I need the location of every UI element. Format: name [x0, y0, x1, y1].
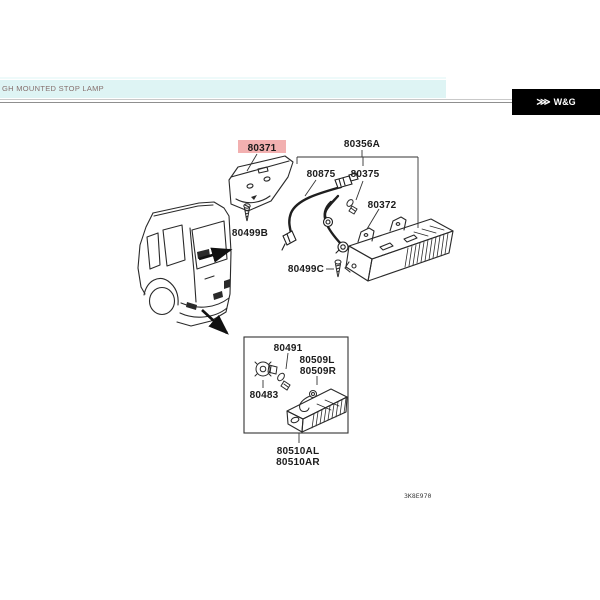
part-label-80372[interactable]: 80372 — [367, 200, 397, 211]
page-title: GH MOUNTED STOP LAMP — [0, 80, 446, 98]
bulb-80491-drawing — [276, 372, 290, 390]
stop-lamp-unit-drawing — [345, 217, 453, 281]
part-label-80509l[interactable]: 80509L — [299, 355, 335, 366]
drawing-code: 3K8E970 — [404, 492, 432, 500]
part-label-80491[interactable]: 80491 — [273, 343, 303, 354]
part-label-80510ar[interactable]: 80510AR — [276, 457, 320, 468]
marker-lamp-unit-drawing — [287, 389, 347, 432]
part-label-80375[interactable]: 80375 — [350, 169, 380, 180]
part-label-80510al[interactable]: 80510AL — [276, 446, 320, 457]
part-label-80371[interactable]: 80371 — [247, 143, 277, 154]
marker-lens-hatching — [312, 398, 346, 428]
brand-logo-chevrons-icon: ⋙ — [536, 96, 550, 108]
bulb-80375-drawing — [346, 198, 357, 214]
stop-lamp-cover-drawing — [229, 156, 293, 211]
part-label-80483[interactable]: 80483 — [249, 390, 279, 401]
screw-80499c-drawing — [335, 260, 341, 277]
part-label-80509r[interactable]: 80509R — [299, 366, 337, 377]
part-label-80356a[interactable]: 80356A — [343, 139, 381, 150]
car-rear-illustration — [138, 202, 231, 326]
socket-80483-drawing — [255, 362, 277, 376]
wiring-harness-drawing — [282, 173, 358, 253]
part-label-80875[interactable]: 80875 — [306, 169, 336, 180]
brand-logo-text: W&G — [553, 97, 576, 107]
part-label-80499c[interactable]: 80499C — [287, 264, 325, 275]
part-label-80499b[interactable]: 80499B — [231, 228, 269, 239]
screw-80499b-drawing — [244, 204, 250, 221]
